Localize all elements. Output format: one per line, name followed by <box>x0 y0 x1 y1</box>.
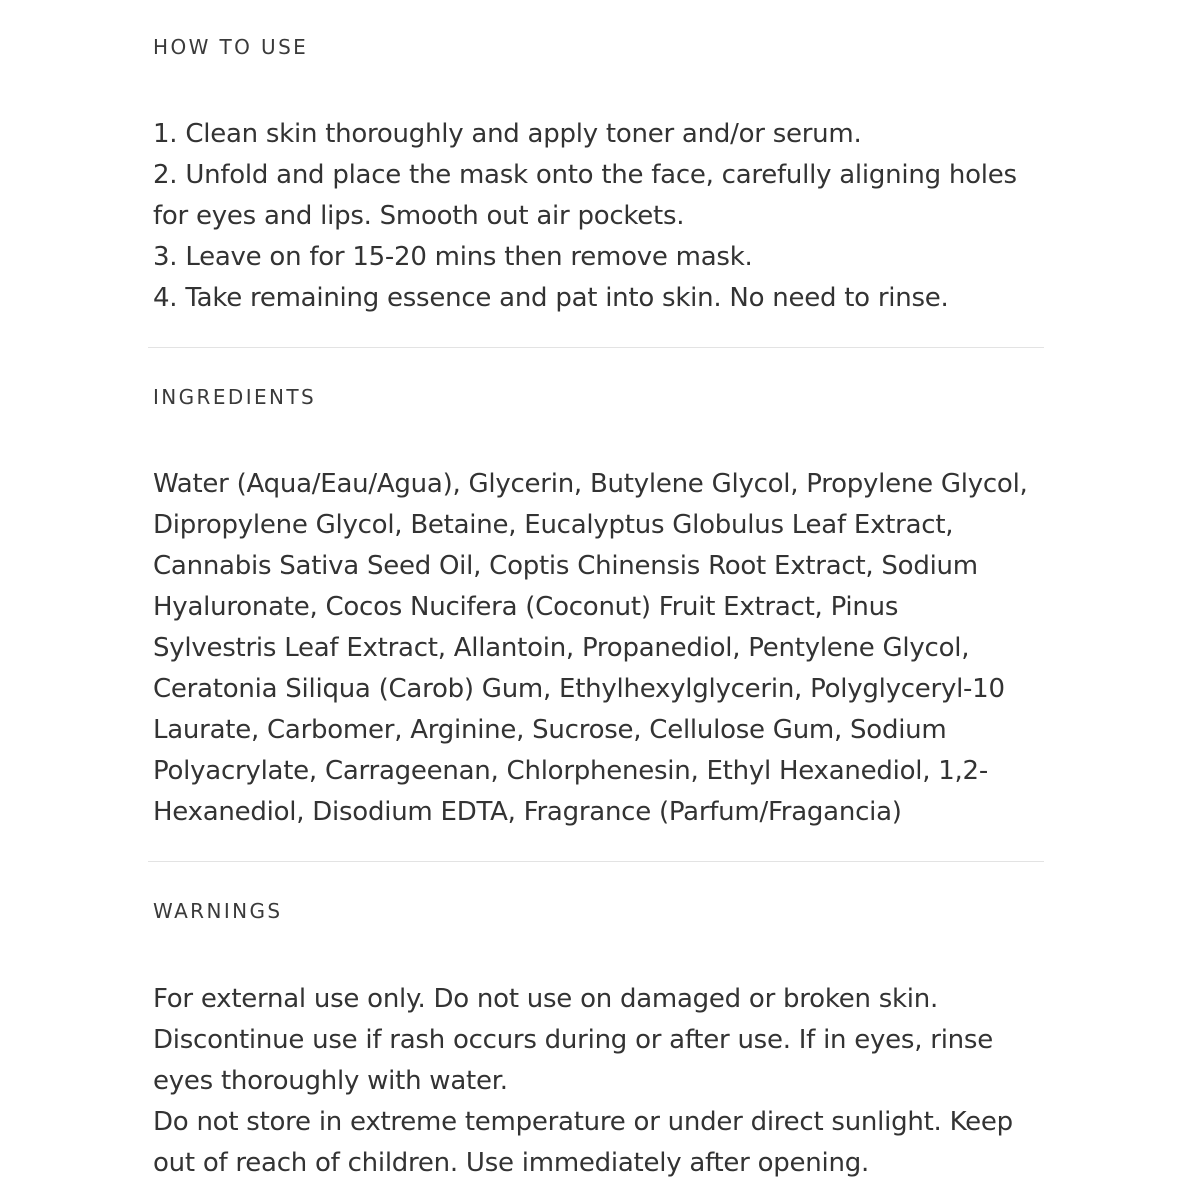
warnings-heading: WARNINGS <box>153 899 283 923</box>
ingredients-text <box>153 464 1033 833</box>
ingredients-section <box>148 348 1044 860</box>
warnings-text <box>153 979 1033 1184</box>
how-to-use-line: 3. Leave on for 15-20 mins then remove mask. <box>153 242 753 272</box>
warnings-line: For external use only. Do not use on damaged or broken skin. <box>153 984 939 1014</box>
how-to-use-line: 1. Clean skin thoroughly and apply toner and/or serum. <box>153 119 862 149</box>
ingredients-line: Hyaluronate, Cocos Nucifera (Coconut) Fruit Extract, Pinus <box>153 592 899 622</box>
warnings-line: out of reach of children. Use immediately after opening. <box>153 1148 869 1178</box>
ingredients-line: Sylvestris Leaf Extract, Allantoin, Propanediol, Pentylene Glycol, <box>153 633 970 663</box>
how-to-use-line: 2. Unfold and place the mask onto the face, carefully aligning holes <box>153 160 1017 190</box>
ingredients-line: Cannabis Sativa Seed Oil, Coptis Chinensis Root Extract, Sodium <box>153 551 978 581</box>
how-to-use-heading: HOW TO USE <box>153 35 309 59</box>
ingredients-line: Ceratonia Siliqua (Carob) Gum, Ethylhexylglycerin, Polyglyceryl-10 <box>153 674 1005 704</box>
warnings-section <box>148 862 1044 1200</box>
ingredients-line: Water (Aqua/Eau/Agua), Glycerin, Butylene Glycol, Propylene Glycol, <box>153 469 1028 499</box>
how-to-use-section <box>148 0 1044 340</box>
warnings-line: Do not store in extreme temperature or under direct sunlight. Keep <box>153 1107 1013 1137</box>
warnings-line: Discontinue use if rash occurs during or after use. If in eyes, rinse <box>153 1025 993 1055</box>
ingredients-line: Laurate, Carbomer, Arginine, Sucrose, Cellulose Gum, Sodium <box>153 715 947 745</box>
ingredients-line: Polyacrylate, Carrageenan, Chlorphenesin, Ethyl Hexanediol, 1,2- <box>153 756 988 786</box>
how-to-use-line: 4. Take remaining essence and pat into skin. No need to rinse. <box>153 283 949 313</box>
ingredients-heading: INGREDIENTS <box>153 385 317 409</box>
ingredients-line: Hexanediol, Disodium EDTA, Fragrance (Parfum/Fragancia) <box>153 797 902 827</box>
warnings-line: eyes thoroughly with water. <box>153 1066 508 1096</box>
how-to-use-text <box>153 114 1033 319</box>
how-to-use-line: for eyes and lips. Smooth out air pockets. <box>153 201 685 231</box>
ingredients-line: Dipropylene Glycol, Betaine, Eucalyptus Globulus Leaf Extract, <box>153 510 954 540</box>
